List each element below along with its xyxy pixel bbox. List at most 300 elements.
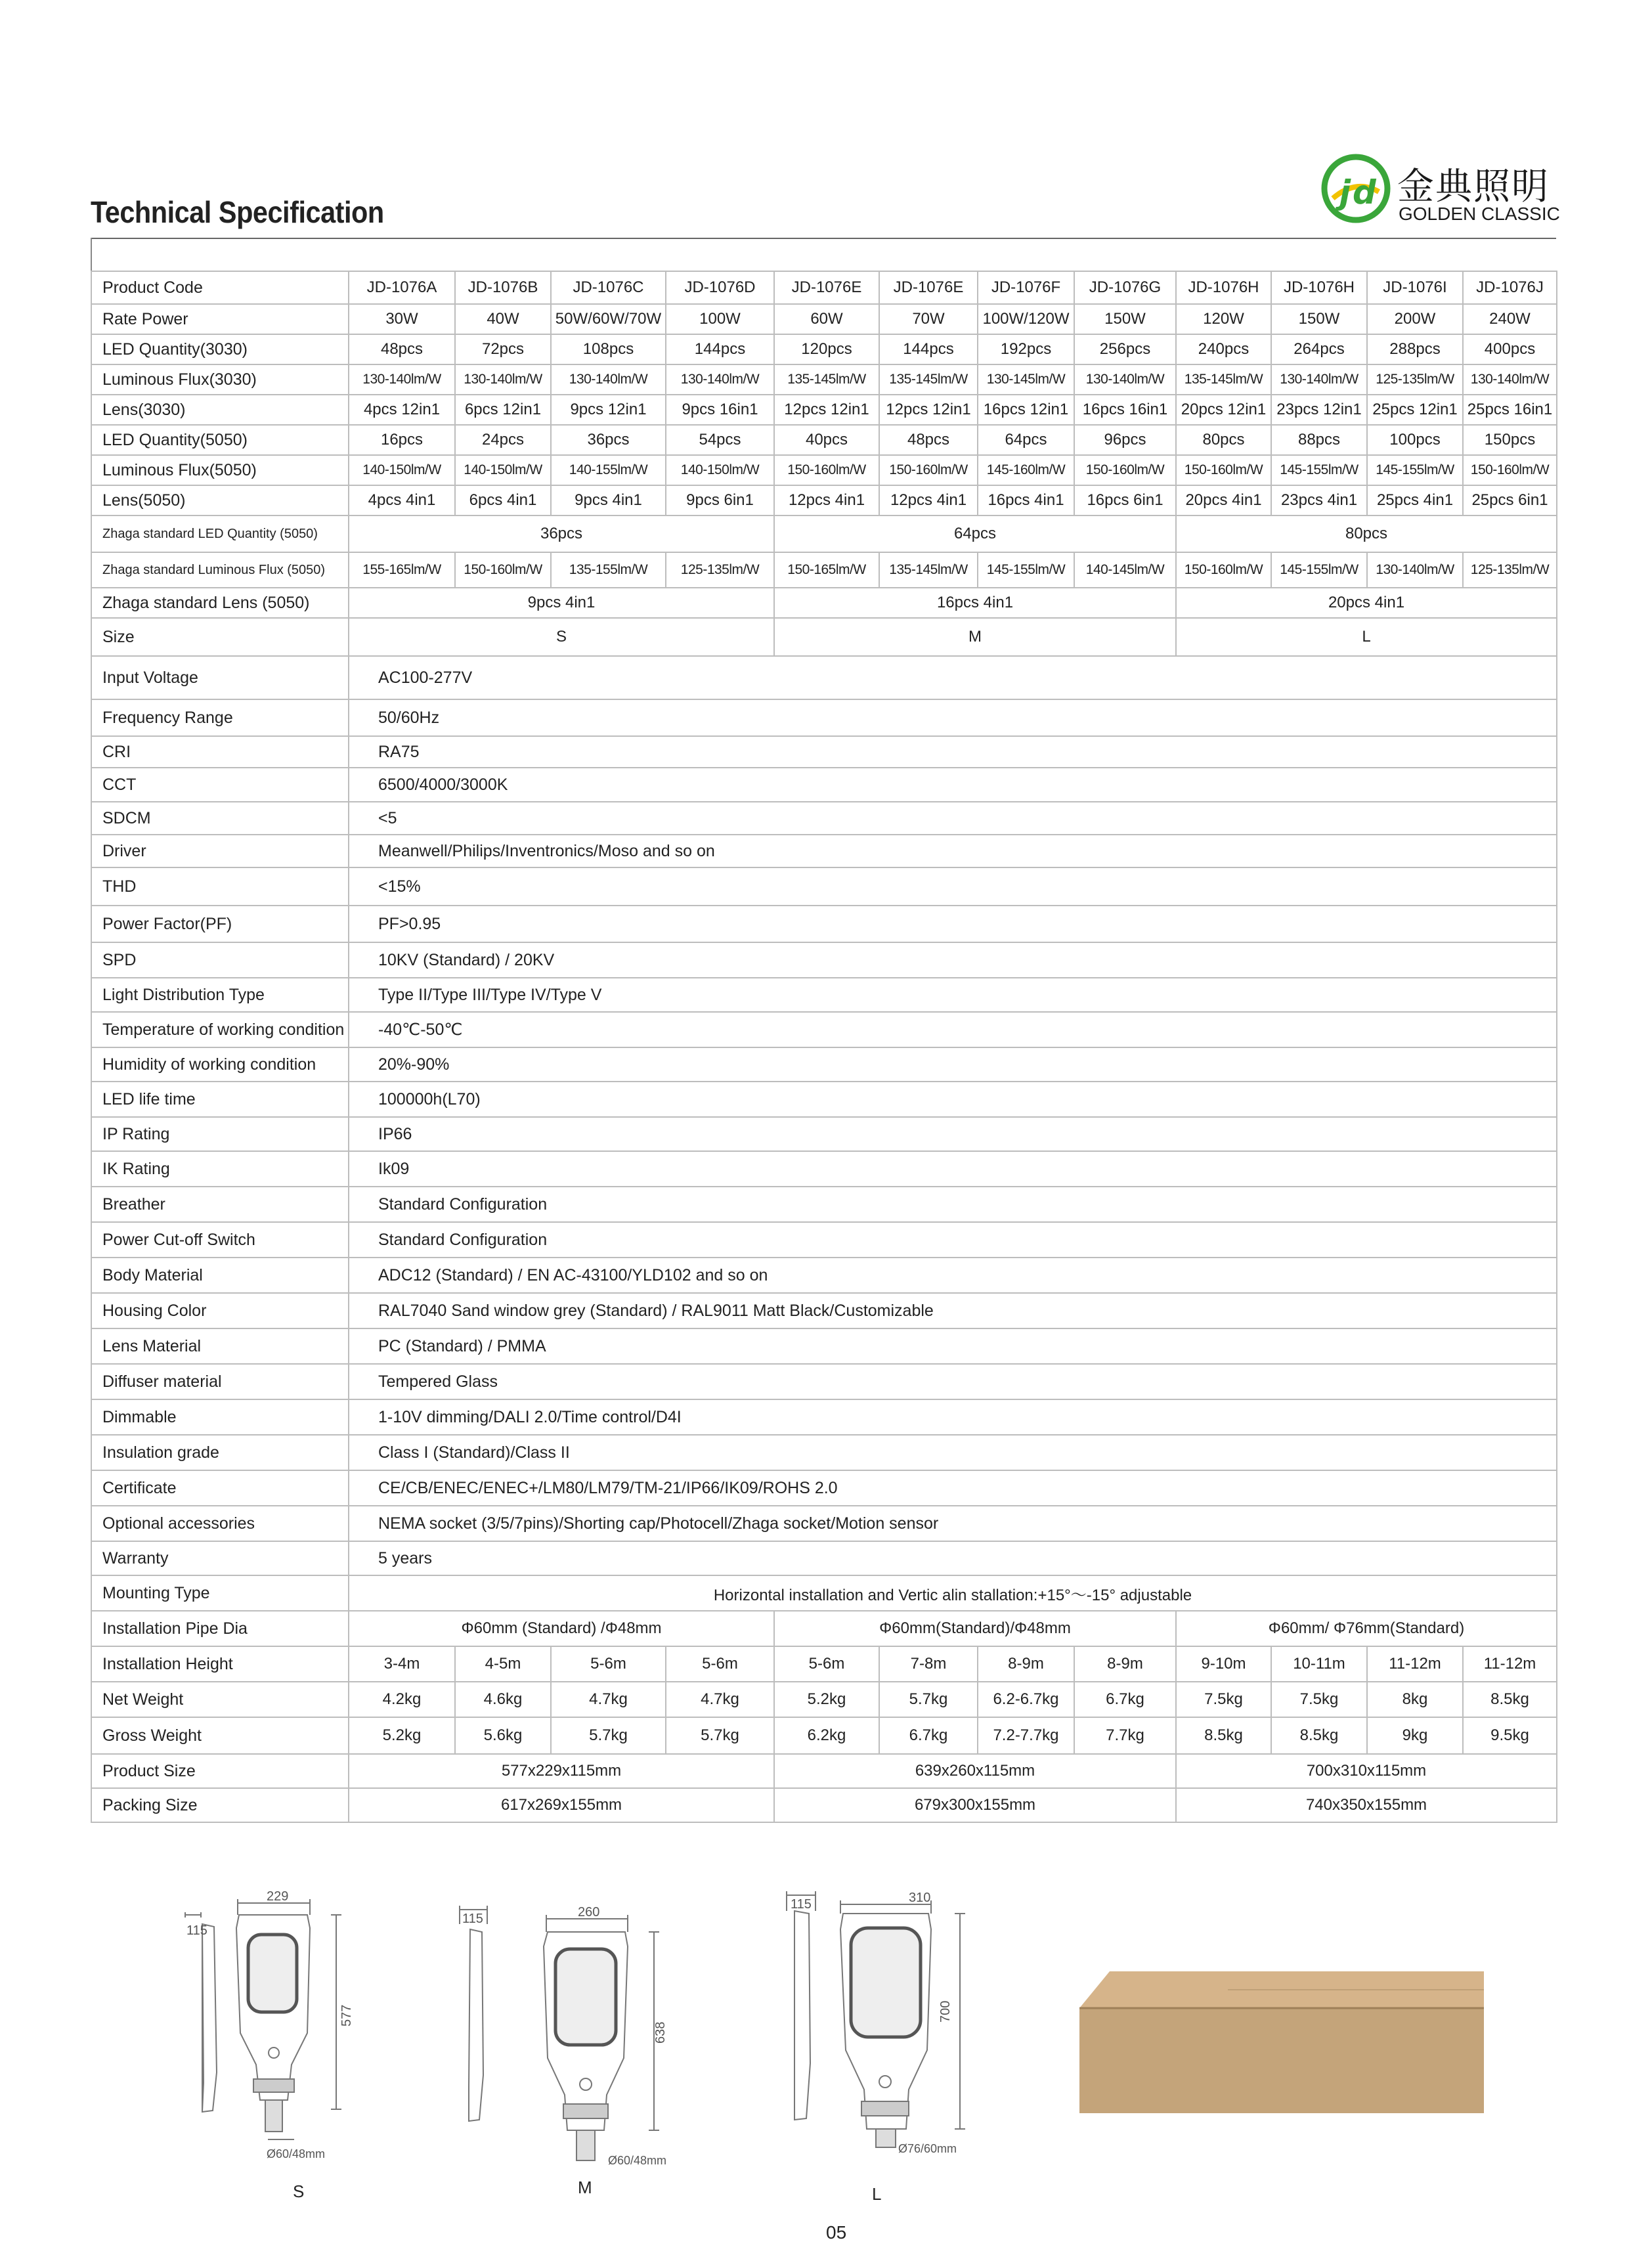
spec-cell: 740x350x155mm (1176, 1788, 1557, 1822)
row-label: IP Rating (91, 1117, 349, 1151)
spec-value-cell: 7.7kg (1074, 1717, 1176, 1754)
row-label: Warranty (91, 1541, 349, 1575)
spec-value-cell: 130-140lm/W (455, 364, 551, 395)
spec-value-cell: 7.5kg (1176, 1682, 1271, 1717)
spec-value-cell: 150-165lm/W (774, 552, 879, 588)
row-label: Size (91, 618, 349, 656)
spec-value-cell: 72pcs (455, 334, 551, 364)
row-label: Breather (91, 1187, 349, 1222)
spec-value-cell: 5-6m (774, 1646, 879, 1682)
drawing-size-l (775, 1885, 998, 2160)
spec-value-cell: 7-8m (879, 1646, 978, 1682)
row-label: Product Code (91, 271, 349, 304)
row-label: Lens(5050) (91, 485, 349, 515)
row-label: Driver (91, 835, 349, 867)
spec-row (91, 1788, 1557, 1822)
spec-value-cell: 140-150lm/W (455, 455, 551, 485)
spec-cell: Φ60mm/ Φ76mm(Standard) (1176, 1611, 1557, 1646)
drawing-size-s (176, 1889, 380, 2171)
row-label: Lens(3030) (91, 395, 349, 425)
spec-value-cell: 144pcs (879, 334, 978, 364)
row-label: Certificate (91, 1470, 349, 1506)
spec-value-cell: 48pcs (349, 334, 455, 364)
spec-row (91, 1506, 1557, 1541)
spec-value-cell: 4.2kg (349, 1682, 455, 1717)
spec-value-cell: JD-1076H (1176, 271, 1271, 304)
spec-row (91, 1117, 1557, 1151)
spec-row (91, 1646, 1557, 1682)
drawing-m-width-dim: 260 (578, 1905, 600, 1919)
spec-cell: 64pcs (774, 515, 1176, 552)
spec-value-cell: 155-165lm/W (349, 552, 455, 588)
spec-value-cell: 145-155lm/W (1271, 455, 1367, 485)
spec-value-cell: 144pcs (666, 334, 774, 364)
row-value: ADC12 (Standard) / EN AC-43100/YLD102 and so on (349, 1258, 1557, 1293)
spec-value-cell: 125-135lm/W (1463, 552, 1557, 588)
spec-value-cell: JD-1076A (349, 271, 455, 304)
spec-value-cell: 6pcs 4in1 (455, 485, 551, 515)
row-label: THD (91, 867, 349, 906)
spec-row (91, 802, 1557, 835)
spec-value-cell: 9pcs 6in1 (666, 485, 774, 515)
spec-value-cell: 4pcs 4in1 (349, 485, 455, 515)
row-label: Luminous Flux(5050) (91, 455, 349, 485)
spec-value-cell: 6.2-6.7kg (978, 1682, 1074, 1717)
spec-value-cell: 4.7kg (666, 1682, 774, 1717)
spec-value-cell: 145-160lm/W (978, 455, 1074, 485)
spec-value-cell: 150W (1074, 304, 1176, 334)
spec-value-cell: 20pcs 4in1 (1176, 485, 1271, 515)
spec-value-cell: JD-1076E (774, 271, 879, 304)
drawing-m-side-dim: 115 (462, 1912, 483, 1926)
spec-value-cell: 80pcs (1176, 425, 1271, 455)
title-divider-tick (91, 238, 92, 271)
spec-row (91, 699, 1557, 736)
page-number: 05 (826, 2222, 847, 2243)
spec-row (91, 867, 1557, 906)
spec-value-cell: 6pcs 12in1 (455, 395, 551, 425)
row-label: Luminous Flux(3030) (91, 364, 349, 395)
spec-row (91, 304, 1557, 334)
row-value: Meanwell/Philips/Inventronics/Moso and so on (349, 835, 1557, 867)
spec-value-cell: 150-160lm/W (1176, 552, 1271, 588)
row-label: SDCM (91, 802, 349, 835)
row-value: RAL7040 Sand window grey (Standard) / RAL9011 Matt Black/Customizable (349, 1293, 1557, 1328)
spec-value-cell: 150-160lm/W (774, 455, 879, 485)
spec-cell: 36pcs (349, 515, 774, 552)
spec-row (91, 1047, 1557, 1082)
spec-row (91, 1754, 1557, 1788)
row-value: CE/CB/ENEC/ENEC+/LM80/LM79/TM-21/IP66/IK09/ROHS 2.0 (349, 1470, 1557, 1506)
spec-value-cell: 5.2kg (774, 1682, 879, 1717)
spec-value-cell: 140-150lm/W (666, 455, 774, 485)
row-value: 6500/4000/3000K (349, 768, 1557, 802)
row-value: <15% (349, 867, 1557, 906)
spec-value-cell: 9pcs 4in1 (551, 485, 666, 515)
row-label: Zhaga standard LED Quantity (5050) (91, 515, 349, 552)
spec-value-cell: 120pcs (774, 334, 879, 364)
spec-value-cell: 140-150lm/W (349, 455, 455, 485)
row-label: Net Weight (91, 1682, 349, 1717)
spec-value-cell: 88pcs (1271, 425, 1367, 455)
spec-value-cell: 4-5m (455, 1646, 551, 1682)
drawing-m-caption: M (578, 2178, 592, 2197)
spec-value-cell: 30W (349, 304, 455, 334)
row-label: Body Material (91, 1258, 349, 1293)
spec-value-cell: 9pcs 12in1 (551, 395, 666, 425)
row-label: Optional accessories (91, 1506, 349, 1541)
row-value: PC (Standard) / PMMA (349, 1328, 1557, 1364)
spec-row (91, 1682, 1557, 1717)
row-label: Packing Size (91, 1788, 349, 1822)
spec-value-cell: JD-1076C (551, 271, 666, 304)
spec-value-cell: 145-155lm/W (978, 552, 1074, 588)
spec-value-cell: 5-6m (551, 1646, 666, 1682)
row-label: IK Rating (91, 1151, 349, 1187)
spec-value-cell: 16pcs 12in1 (978, 395, 1074, 425)
spec-value-cell: 16pcs 4in1 (978, 485, 1074, 515)
spec-row (91, 425, 1557, 455)
row-label: Zhaga standard Lens (5050) (91, 588, 349, 618)
spec-value-cell: 135-145lm/W (879, 364, 978, 395)
spec-row (91, 1012, 1557, 1047)
spec-value-cell: 36pcs (551, 425, 666, 455)
row-label: Input Voltage (91, 656, 349, 699)
drawing-m-length-dim: 638 (653, 2021, 668, 2044)
spec-cell: 700x310x115mm (1176, 1754, 1557, 1788)
spec-value-cell: 54pcs (666, 425, 774, 455)
spec-value-cell: 4.6kg (455, 1682, 551, 1717)
spec-value-cell: 60W (774, 304, 879, 334)
spec-value-cell: 125-135lm/W (1367, 364, 1463, 395)
spec-value-cell: 130-140lm/W (1463, 364, 1557, 395)
spec-value-cell: 12pcs 4in1 (879, 485, 978, 515)
spec-value-cell: JD-1076B (455, 271, 551, 304)
spec-value-cell: 10-11m (1271, 1646, 1367, 1682)
spec-value-cell: 6.2kg (774, 1717, 879, 1754)
spec-row (91, 1187, 1557, 1222)
spec-row (91, 1541, 1557, 1575)
spec-row (91, 334, 1557, 364)
spec-value-cell: 8kg (1367, 1682, 1463, 1717)
row-label: CRI (91, 736, 349, 768)
spec-row (91, 835, 1557, 867)
spec-row (91, 1611, 1557, 1646)
spec-value-cell: 25pcs 6in1 (1463, 485, 1557, 515)
spec-row (91, 1293, 1557, 1328)
spec-value-cell: 7.5kg (1271, 1682, 1367, 1717)
spec-value-cell: 40pcs (774, 425, 879, 455)
spec-value-cell: 70W (879, 304, 978, 334)
spec-row (91, 1575, 1557, 1611)
spec-row (91, 618, 1557, 656)
spec-value-cell: JD-1076I (1367, 271, 1463, 304)
spec-value-cell: 11-12m (1463, 1646, 1557, 1682)
spec-value-cell: 25pcs 12in1 (1367, 395, 1463, 425)
row-value: IP66 (349, 1117, 1557, 1151)
row-label: Product Size (91, 1754, 349, 1788)
row-label: Humidity of working condition (91, 1047, 349, 1082)
svg-text:d: d (1353, 173, 1376, 211)
spec-value-cell: 23pcs 12in1 (1271, 395, 1367, 425)
spec-value-cell: 130-140lm/W (1271, 364, 1367, 395)
spec-row (91, 364, 1557, 395)
spec-row (91, 455, 1557, 485)
spec-row (91, 1082, 1557, 1117)
spec-value-cell: 9pcs 16in1 (666, 395, 774, 425)
spec-value-cell: JD-1076E (879, 271, 978, 304)
row-label: Diffuser material (91, 1364, 349, 1399)
row-label: Installation Pipe Dia (91, 1611, 349, 1646)
spec-value-cell: JD-1076F (978, 271, 1074, 304)
row-label: Light Distribution Type (91, 978, 349, 1012)
svg-text:j: j (1339, 173, 1351, 211)
spec-row (91, 1435, 1557, 1470)
spec-row (91, 485, 1557, 515)
spec-value-cell: 5.7kg (879, 1682, 978, 1717)
spec-cell: 617x269x155mm (349, 1788, 774, 1822)
row-value: 50/60Hz (349, 699, 1557, 736)
spec-value-cell: 192pcs (978, 334, 1074, 364)
spec-row (91, 552, 1557, 588)
spec-value-cell: 5.2kg (349, 1717, 455, 1754)
brand-chinese-name: 金典照明 (1397, 165, 1550, 208)
row-value: RA75 (349, 736, 1557, 768)
title-divider (91, 238, 1556, 239)
jd-logo-icon (1320, 152, 1392, 225)
spec-cell: S (349, 618, 774, 656)
spec-value-cell: 100pcs (1367, 425, 1463, 455)
row-label: Lens Material (91, 1328, 349, 1364)
row-label: LED Quantity(3030) (91, 334, 349, 364)
spec-row (91, 271, 1557, 304)
row-label: CCT (91, 768, 349, 802)
page-title: Technical Specification (91, 195, 384, 229)
spec-value-cell: 5.7kg (666, 1717, 774, 1754)
drawing-l-side-dim: 115 (791, 1897, 812, 1912)
spec-value-cell: 130-140lm/W (1074, 364, 1176, 395)
spec-value-cell: 24pcs (455, 425, 551, 455)
spec-value-cell: 9.5kg (1463, 1717, 1557, 1754)
spec-value-cell: 64pcs (978, 425, 1074, 455)
drawing-size-m (456, 1903, 679, 2172)
spec-value-cell: 9-10m (1176, 1646, 1271, 1682)
spec-value-cell: JD-1076H (1271, 271, 1367, 304)
spec-value-cell: 150-160lm/W (1176, 455, 1271, 485)
spec-value-cell: 8-9m (978, 1646, 1074, 1682)
row-label: Zhaga standard Luminous Flux (5050) (91, 552, 349, 588)
row-value: PF>0.95 (349, 906, 1557, 942)
row-value: -40℃-50℃ (349, 1012, 1557, 1047)
spec-value-cell: 8-9m (1074, 1646, 1176, 1682)
row-value: Class I (Standard)/Class II (349, 1435, 1557, 1470)
row-label: Gross Weight (91, 1717, 349, 1754)
spec-row (91, 906, 1557, 942)
row-value: 20%-90% (349, 1047, 1557, 1082)
row-label: SPD (91, 942, 349, 978)
spec-value-cell: JD-1076J (1463, 271, 1557, 304)
spec-value-cell: 145-155lm/W (1271, 552, 1367, 588)
spec-value-cell: 23pcs 4in1 (1271, 485, 1367, 515)
spec-value-cell: 288pcs (1367, 334, 1463, 364)
spec-value-cell: 8.5kg (1463, 1682, 1557, 1717)
spec-value-cell: 100W (666, 304, 774, 334)
row-value: Tempered Glass (349, 1364, 1557, 1399)
spec-row (91, 978, 1557, 1012)
spec-value-cell: 12pcs 12in1 (879, 395, 978, 425)
drawing-s-pipe-dim: Ø60/48mm (267, 2147, 326, 2160)
row-label: Insulation grade (91, 1435, 349, 1470)
row-label: Power Cut-off Switch (91, 1222, 349, 1258)
spec-cell: 16pcs 4in1 (774, 588, 1176, 618)
spec-value-cell: 150-160lm/W (1463, 455, 1557, 485)
spec-value-cell: 100W/120W (978, 304, 1074, 334)
row-value: Ik09 (349, 1151, 1557, 1187)
drawing-s-caption: S (293, 2181, 305, 2201)
row-value: 100000h(L70) (349, 1082, 1557, 1117)
spec-row (91, 1399, 1557, 1435)
row-value: 1-10V dimming/DALI 2.0/Time control/D4I (349, 1399, 1557, 1435)
spec-value-cell: 108pcs (551, 334, 666, 364)
drawing-l-length-dim: 700 (938, 2000, 953, 2023)
spec-row (91, 1151, 1557, 1187)
row-value: Standard Configuration (349, 1222, 1557, 1258)
row-label: Mounting Type (91, 1575, 349, 1611)
spec-value-cell: 8.5kg (1176, 1717, 1271, 1754)
spec-value-cell: JD-1076G (1074, 271, 1176, 304)
spec-row (91, 1258, 1557, 1293)
spec-value-cell: 25pcs 16in1 (1463, 395, 1557, 425)
row-value: <5 (349, 802, 1557, 835)
row-label: LED life time (91, 1082, 349, 1117)
spec-value-cell: 130-140lm/W (551, 364, 666, 395)
packing-box-face (1079, 2008, 1484, 2113)
packing-box-illustration (1077, 1970, 1484, 2115)
spec-value-cell: 140-145lm/W (1074, 552, 1176, 588)
spec-value-cell: 135-155lm/W (551, 552, 666, 588)
spec-row (91, 736, 1557, 768)
spec-value-cell: 6.7kg (879, 1717, 978, 1754)
spec-value-cell: JD-1076D (666, 271, 774, 304)
spec-row (91, 656, 1557, 699)
spec-table (91, 271, 1557, 1823)
drawing-s-side-dim: 115 (186, 1923, 207, 1938)
spec-value-cell: 40W (455, 304, 551, 334)
spec-value-cell: 16pcs 16in1 (1074, 395, 1176, 425)
spec-row (91, 942, 1557, 978)
brand-logo (1320, 152, 1563, 231)
spec-value-cell: 8.5kg (1271, 1717, 1367, 1754)
drawing-m-pipe-dim: Ø60/48mm (608, 2154, 667, 2167)
spec-value-cell: 264pcs (1271, 334, 1367, 364)
row-label: Dimmable (91, 1399, 349, 1435)
spec-cell: 639x260x115mm (774, 1754, 1176, 1788)
spec-cell: L (1176, 618, 1557, 656)
drawing-s-width-dim: 229 (267, 1889, 289, 1904)
spec-row (91, 1328, 1557, 1364)
row-value: NEMA socket (3/5/7pins)/Shorting cap/Photocell/Zhaga socket/Motion sensor (349, 1506, 1557, 1541)
spec-value-cell: 16pcs (349, 425, 455, 455)
spec-value-cell: 400pcs (1463, 334, 1557, 364)
spec-value-cell: 12pcs 12in1 (774, 395, 879, 425)
spec-value-cell: 145-155lm/W (1367, 455, 1463, 485)
spec-cell: 80pcs (1176, 515, 1557, 552)
drawing-l-pipe-dim: Ø76/60mm (898, 2142, 957, 2155)
drawing-l-width-dim: 310 (909, 1891, 931, 1905)
spec-value-cell: 5.7kg (551, 1717, 666, 1754)
spec-value-cell: 130-145lm/W (978, 364, 1074, 395)
spec-row (91, 588, 1557, 618)
drawing-l-caption: L (872, 2184, 882, 2204)
row-label: Rate Power (91, 304, 349, 334)
row-value: 10KV (Standard) / 20KV (349, 942, 1557, 978)
spec-value-cell: 48pcs (879, 425, 978, 455)
spec-value-cell: 96pcs (1074, 425, 1176, 455)
row-label: LED Quantity(5050) (91, 425, 349, 455)
row-label: Temperature of working condition (91, 1012, 349, 1047)
spec-value-cell: 9kg (1367, 1717, 1463, 1754)
row-value: Type II/Type III/Type IV/Type V (349, 978, 1557, 1012)
spec-value-cell: 125-135lm/W (666, 552, 774, 588)
spec-row (91, 1364, 1557, 1399)
spec-value-cell: 140-155lm/W (551, 455, 666, 485)
spec-value-cell: 135-145lm/W (879, 552, 978, 588)
row-label: Frequency Range (91, 699, 349, 736)
spec-value-cell: 150-160lm/W (879, 455, 978, 485)
row-value: 5 years (349, 1541, 1557, 1575)
spec-value-cell: 135-145lm/W (1176, 364, 1271, 395)
row-value: Standard Configuration (349, 1187, 1557, 1222)
spec-value-cell: 50W/60W/70W (551, 304, 666, 334)
spec-value-cell: 6.7kg (1074, 1682, 1176, 1717)
spec-value-cell: 135-145lm/W (774, 364, 879, 395)
spec-row (91, 1470, 1557, 1506)
spec-cell: Horizontal installation and Vertic alin stallation:+15°～-15° adjustable (349, 1575, 1557, 1611)
spec-cell: 679x300x155mm (774, 1788, 1176, 1822)
spec-value-cell: 4pcs 12in1 (349, 395, 455, 425)
spec-value-cell: 130-140lm/W (666, 364, 774, 395)
spec-value-cell: 12pcs 4in1 (774, 485, 879, 515)
spec-value-cell: 4.7kg (551, 1682, 666, 1717)
spec-value-cell: 200W (1367, 304, 1463, 334)
spec-value-cell: 5-6m (666, 1646, 774, 1682)
spec-row (91, 1222, 1557, 1258)
spec-cell: Φ60mm (Standard) /Φ48mm (349, 1611, 774, 1646)
row-label: Power Factor(PF) (91, 906, 349, 942)
spec-value-cell: 256pcs (1074, 334, 1176, 364)
row-label: Housing Color (91, 1293, 349, 1328)
spec-value-cell: 11-12m (1367, 1646, 1463, 1682)
spec-value-cell: 120W (1176, 304, 1271, 334)
spec-row (91, 768, 1557, 802)
spec-value-cell: 7.2-7.7kg (978, 1717, 1074, 1754)
row-value: AC100-277V (349, 656, 1557, 699)
spec-value-cell: 240W (1463, 304, 1557, 334)
spec-value-cell: 130-140lm/W (349, 364, 455, 395)
spec-value-cell: 20pcs 12in1 (1176, 395, 1271, 425)
spec-row (91, 395, 1557, 425)
spec-value-cell: 150W (1271, 304, 1367, 334)
spec-value-cell: 130-140lm/W (1367, 552, 1463, 588)
spec-cell: 9pcs 4in1 (349, 588, 774, 618)
spec-row (91, 515, 1557, 552)
spec-cell: M (774, 618, 1176, 656)
spec-value-cell: 16pcs 6in1 (1074, 485, 1176, 515)
row-label: Installation Height (91, 1646, 349, 1682)
spec-value-cell: 150-160lm/W (1074, 455, 1176, 485)
spec-value-cell: 3-4m (349, 1646, 455, 1682)
spec-value-cell: 240pcs (1176, 334, 1271, 364)
